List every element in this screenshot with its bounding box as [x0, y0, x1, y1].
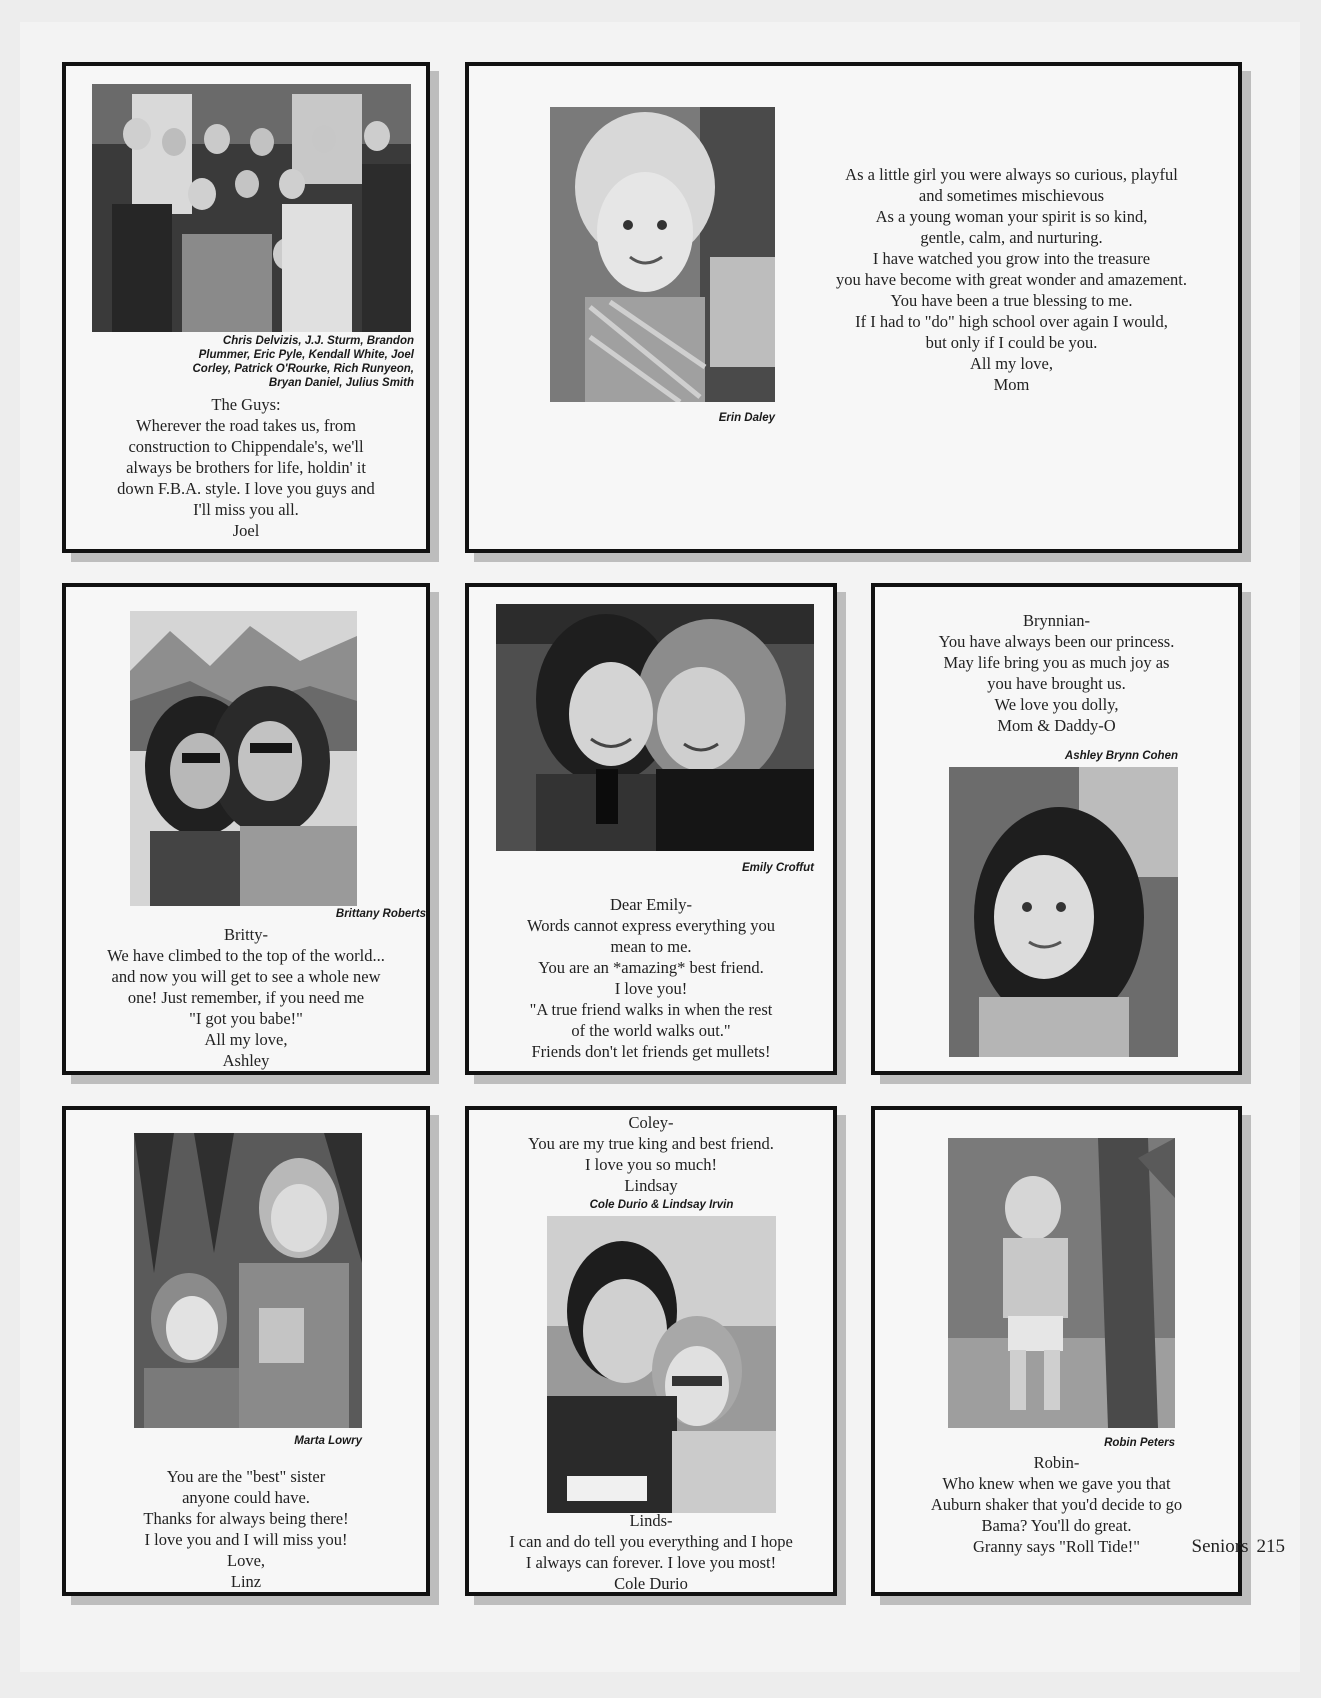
card-robin-peters: [871, 1106, 1242, 1596]
tribute-message: Dear Emily- Words cannot express everything you mean to me. You are an *amazing* best friend. I love you! "A true friend walks in when the rest of the world walks out." Friends don't let friends get mullets!: [527, 895, 775, 1061]
card-cole-durio-lindsay-irvin: [465, 1106, 837, 1596]
photo-brittany-roberts: [130, 611, 357, 906]
page-folio: [1192, 1536, 1286, 1558]
page-number: 215: [1256, 1536, 1285, 1557]
photo-robin-peters: [948, 1138, 1175, 1428]
tribute-message-top: Coley- You are my true king and best friend. I love you so much! Lindsay: [528, 1113, 774, 1195]
tribute-message: As a little girl you were always so curious, playful and sometimes mischievous As a young woman your spirit is so kind, gentle, calm, and nurturing. I have watched you grow into the treasure you have become with great wonder and amazement. You have been a true blessing to me. If I had to "do" high school over again I would, but only if I could be you. All my love, Mom: [836, 165, 1187, 394]
photo-caption-name: Emily Croffut: [742, 862, 814, 874]
photo-caption-name: Marta Lowry: [294, 1435, 362, 1447]
photo-caption-name: Brittany Roberts: [335, 908, 426, 920]
photo-group-guys: [92, 84, 411, 332]
photo-caption-name: Ashley Brynn Cohen: [1064, 750, 1178, 762]
card-brittany-roberts: [62, 583, 430, 1075]
photo-caption-name: Robin Peters: [1104, 1437, 1175, 1449]
section-title: Seniors: [1191, 1536, 1249, 1557]
tribute-message: Britty- We have climbed to the top of the world... and now you will get to see a whole new one! Just remember, if you need me "I got you babe!" All my love, Ashley: [107, 925, 385, 1070]
photo-erin-daley: [550, 107, 775, 402]
photo-cole-lindsay: [547, 1216, 776, 1513]
photo-ashley-brynn-cohen: [949, 767, 1178, 1057]
photo-caption-names: Cole Durio & Lindsay Irvin: [589, 1199, 734, 1211]
photo-emily-croffut: [496, 604, 814, 851]
card-marta-lowry: [62, 1106, 430, 1596]
card-erin-daley: [465, 62, 1242, 553]
card-ashley-brynn-cohen: [871, 583, 1242, 1075]
tribute-message: Robin- Who knew when we gave you that Auburn shaker that you'd decide to go Bama? You'll do great. Granny says "Roll Tide!": [930, 1453, 1183, 1556]
photo-marta-lowry: [134, 1133, 362, 1428]
tribute-message: The Guys: Wherever the road takes us, from construction to Chippendale's, we'll always be brothers for life, holdin' it down F.B.A. style. I love you guys and I'll miss you all. Joel: [117, 395, 375, 540]
tribute-message: You are the "best" sister anyone could have. Thanks for always being there! I love you and I will miss you! Love, Linz: [143, 1467, 349, 1591]
photo-caption-name: Erin Daley: [718, 412, 775, 424]
card-the-guys: [62, 62, 430, 553]
card-emily-croffut: [465, 583, 837, 1075]
tribute-message: Brynnian- You have always been our princess. May life bring you as much joy as you have brought us. We love you dolly, Mom & Daddy-O: [938, 611, 1175, 735]
tribute-message-bottom: Linds- I can and do tell you everything and I hope I always can forever. I love you most! Cole Durio: [509, 1511, 793, 1593]
photo-caption-names: Chris Delvizis, J.J. Sturm, Brandon Plummer, Eric Pyle, Kendall White, Joel Corley, Patrick O'Rourke, Rich Runyeon, Bryan Daniel, Julius Smith: [192, 335, 414, 389]
